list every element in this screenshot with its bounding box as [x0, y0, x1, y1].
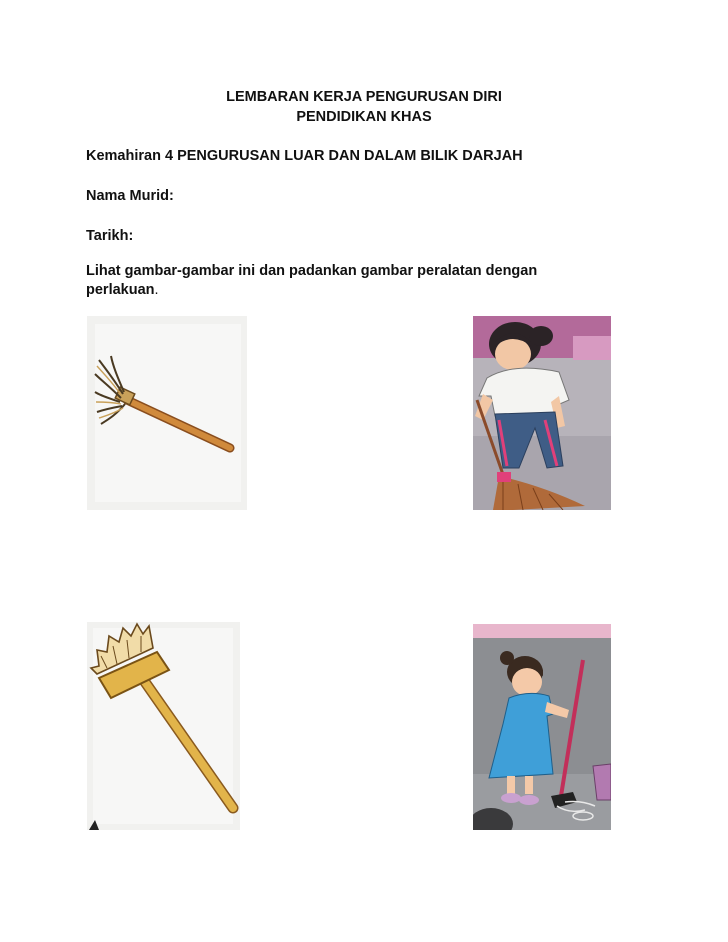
- girl-mopping-drawing: [473, 624, 611, 830]
- instruction-period: .: [154, 282, 159, 298]
- instruction-line-2-text: perlakuan: [86, 282, 155, 298]
- student-name-label: Nama Murid:: [86, 188, 174, 204]
- broom-icon[interactable]: [87, 316, 247, 510]
- scrub-brush-icon[interactable]: [87, 622, 240, 830]
- broom-drawing: [87, 316, 247, 510]
- skill-heading: Kemahiran 4 PENGURUSAN LUAR DAN DALAM BILIK DARJAH: [86, 148, 523, 164]
- instruction-line-1: Lihat gambar-gambar ini dan padankan gambar peralatan dengan: [86, 263, 538, 279]
- date-label: Tarikh:: [86, 228, 134, 244]
- title-line-2: PENDIDIKAN KHAS: [296, 109, 432, 125]
- scrub-brush-drawing: [87, 622, 240, 830]
- girl-sweeping-drawing: [473, 316, 611, 510]
- title-line-1: LEMBARAN KERJA PENGURUSAN DIRI: [226, 89, 502, 105]
- instruction-line-2: [86, 281, 159, 299]
- girl-sweeping-image[interactable]: [473, 316, 611, 510]
- girl-mopping-image[interactable]: [473, 624, 611, 830]
